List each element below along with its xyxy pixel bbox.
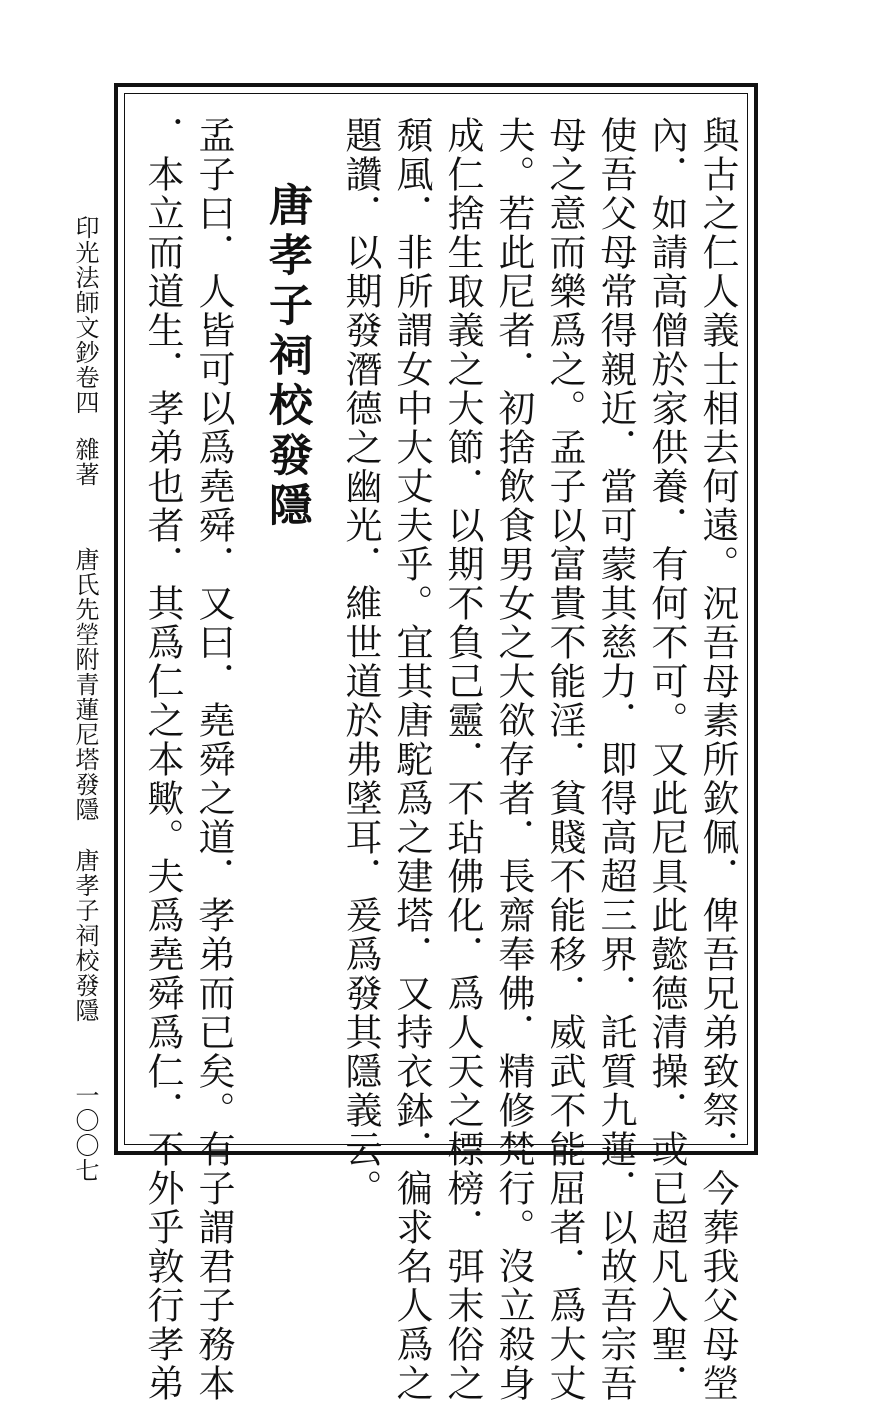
- article-title: 唐孝子祠校發隱: [261, 182, 312, 532]
- running-header-book-title: 印光法師文鈔卷四: [71, 215, 99, 415]
- running-header-article-prev: 唐氏先塋附青蓮尼塔發隱: [71, 547, 99, 822]
- text-column: 頹風．非所謂女中大丈夫乎。宜其唐駝爲之建塔．又持衣鉢．徧求名人爲之: [390, 116, 433, 1403]
- text-column: 使吾父母常得親近．當可蒙其慈力．即得高超三界．託質九蓮．以故吾宗吾: [594, 116, 637, 1403]
- text-column: 與古之仁人義士相去何遠。況吾母素所欽佩．俾吾兄弟致祭．今葬我父母塋: [696, 116, 739, 1403]
- text-column: 孟子曰．人皆可以爲堯舜．又曰．堯舜之道．孝弟而已矣。有子謂君子務本: [192, 116, 235, 1403]
- running-header-article-current: 唐孝子祠校發隱: [71, 848, 99, 1023]
- running-header-section: 雜著: [71, 437, 99, 487]
- text-column: 題讚．以期發潛德之幽光．維世道於弗墜耳．爰爲發其隱義云。: [339, 116, 382, 1208]
- text-column: 內．如請高僧於家供養．有何不可。又此尼具此懿德清操．或已超凡入聖．: [645, 116, 688, 1403]
- running-header: [70, 215, 100, 1183]
- text-column: ．本立而道生．孝弟也者．其爲仁之本歟。夫爲堯舜爲仁．不外乎敦行孝弟: [141, 116, 184, 1403]
- page-number: 一〇〇七: [71, 1083, 99, 1183]
- text-column: 夫。若此尼者．初捨飲食男女之大欲存者．長齋奉佛．精修梵行。沒立殺身: [492, 116, 535, 1403]
- text-column: 母之意而樂爲之。孟子以富貴不能淫．貧賤不能移．威武不能屈者．爲大丈: [543, 116, 586, 1403]
- text-column: 成仁捨生取義之大節．以期不負己靈．不玷佛化．爲人天之標榜．弭末俗之: [441, 116, 484, 1403]
